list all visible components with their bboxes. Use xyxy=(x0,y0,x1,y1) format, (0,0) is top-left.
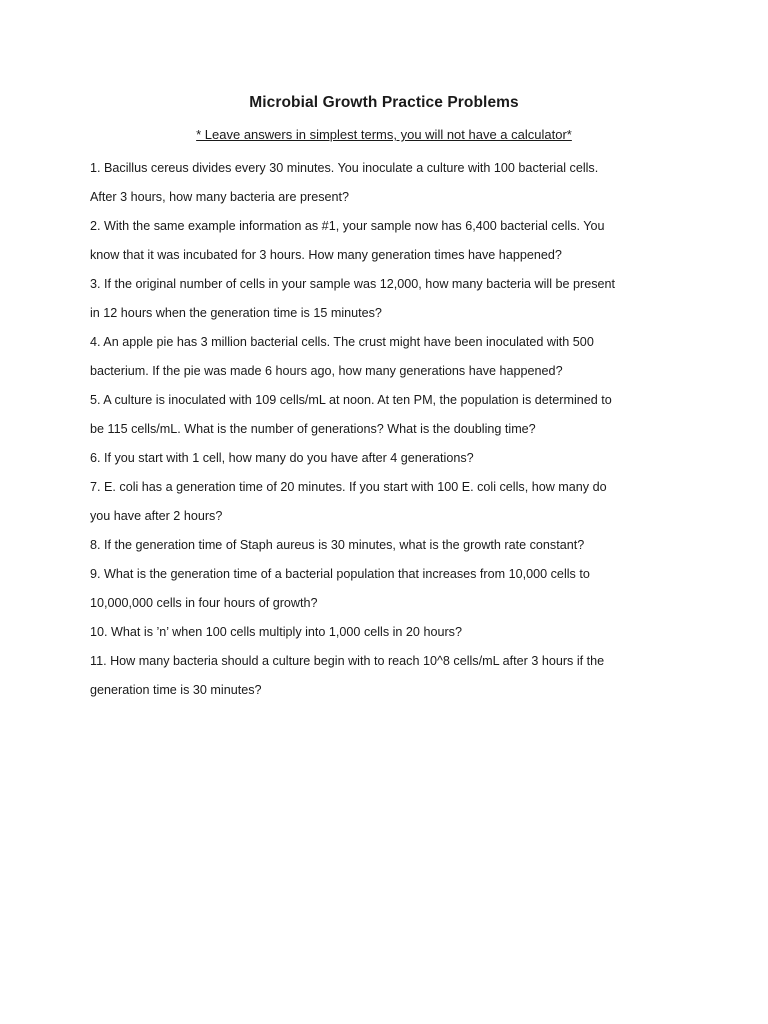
problem-line: 11. How many bacteria should a culture begin with to reach 10^8 cells/mL after 3 hours if the xyxy=(90,654,605,668)
problem-line: 10. What is ’n’ when 100 cells multiply into 1,000 cells in 20 hours? xyxy=(90,625,462,639)
problem-line: 9. What is the generation time of a bacterial population that increases from 10,000 cells to xyxy=(90,567,590,581)
document-title: Microbial Growth Practice Problems xyxy=(249,94,519,111)
problem-line: 3. If the original number of cells in your sample was 12,000, how many bacteria will be present xyxy=(90,277,616,291)
problem-line: After 3 hours, how many bacteria are present? xyxy=(90,190,350,204)
problem-5 xyxy=(90,386,635,444)
problem-line: in 12 hours when the generation time is 15 minutes? xyxy=(90,306,382,320)
problem-4 xyxy=(90,328,635,386)
problem-line: 2. With the same example information as #1, your sample now has 6,400 bacterial cells. You xyxy=(90,219,605,233)
problem-6 xyxy=(90,444,635,473)
problem-list xyxy=(90,154,635,705)
problem-line: 6. If you start with 1 cell, how many do you have after 4 generations? xyxy=(90,451,474,465)
problem-line: you have after 2 hours? xyxy=(90,509,223,523)
problem-line: 4. An apple pie has 3 million bacterial cells. The crust might have been inoculated with 500 xyxy=(90,335,594,349)
problem-1 xyxy=(90,154,635,212)
problem-9 xyxy=(90,560,635,618)
problem-line: be 115 cells/mL. What is the number of generations? What is the doubling time? xyxy=(90,422,536,436)
problem-line: 1. Bacillus cereus divides every 30 minutes. You inoculate a culture with 100 bacterial cells. xyxy=(90,161,599,175)
problem-line: generation time is 30 minutes? xyxy=(90,683,262,697)
problem-11 xyxy=(90,647,635,705)
problem-line: 7. E. coli has a generation time of 20 minutes. If you start with 100 E. coli cells, how many do xyxy=(90,480,607,494)
document-subtitle: * Leave answers in simplest terms, you will not have a calculator* xyxy=(196,127,572,142)
problem-line: 8. If the generation time of Staph aureus is 30 minutes, what is the growth rate constant? xyxy=(90,538,585,552)
problem-10 xyxy=(90,618,635,647)
problem-line: know that it was incubated for 3 hours. How many generation times have happened? xyxy=(90,248,562,262)
problem-line: 5. A culture is inoculated with 109 cells/mL at noon. At ten PM, the population is determined to xyxy=(90,393,612,407)
problem-2 xyxy=(90,212,635,270)
problem-line: bacterium. If the pie was made 6 hours ago, how many generations have happened? xyxy=(90,364,563,378)
problem-8 xyxy=(90,531,635,560)
problem-7 xyxy=(90,473,635,531)
problem-line: 10,000,000 cells in four hours of growth? xyxy=(90,596,318,610)
problem-3 xyxy=(90,270,635,328)
